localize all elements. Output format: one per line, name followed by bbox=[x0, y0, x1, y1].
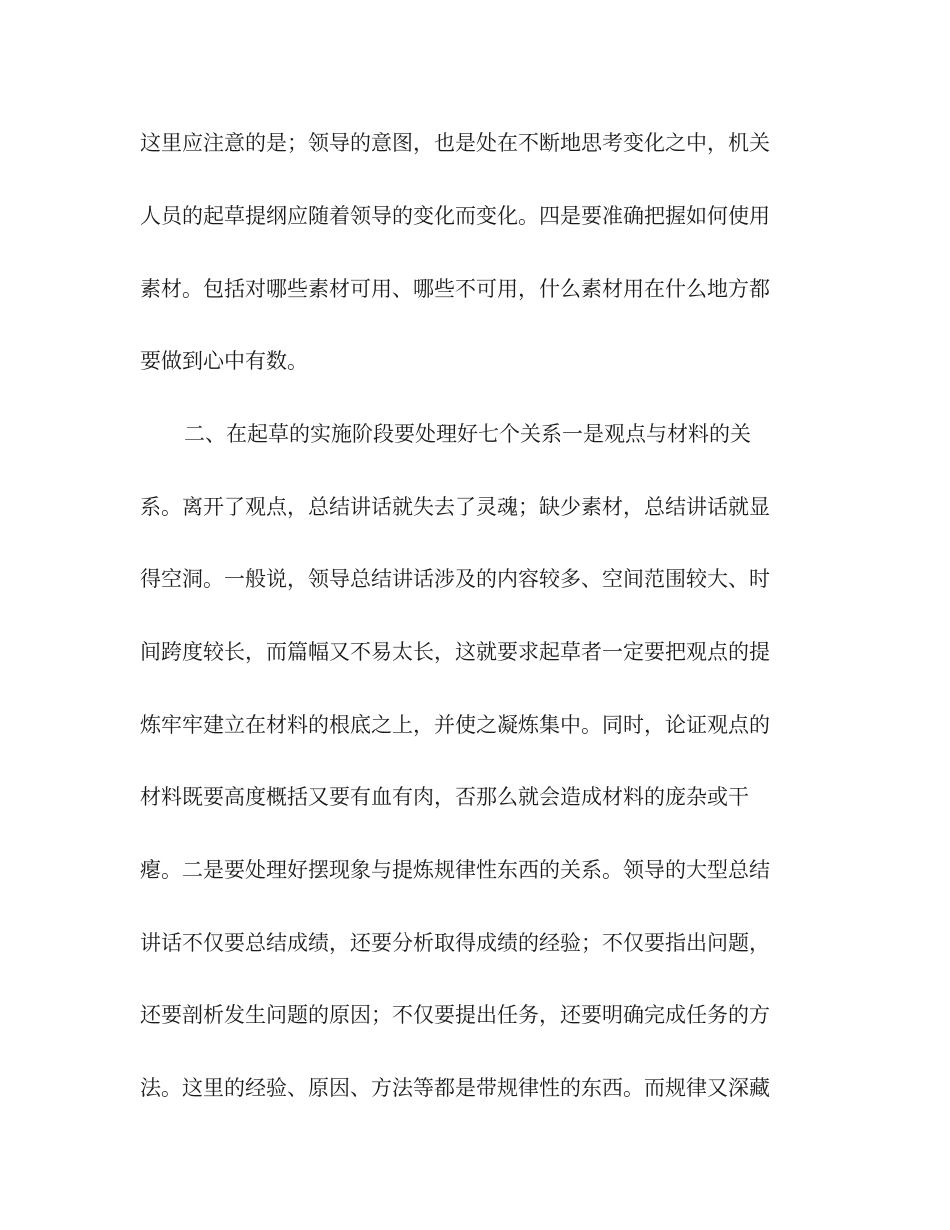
paragraph-start-line: 二、在起草的实施阶段要处理好七个关系一是观点与材料的关 bbox=[184, 422, 751, 446]
text-line: 讲话不仅要总结成绩，还要分析取得成绩的经验；不仅要指出问题， bbox=[140, 931, 770, 955]
text-line: 炼牢牢建立在材料的根底之上，并使之凝炼集中。同时，论证观点的 bbox=[140, 713, 770, 737]
text-line: 这里应注意的是；领导的意图，也是处在不断地思考变化之中，机关 bbox=[140, 131, 770, 155]
text-line: 间跨度较长，而篇幅又不易太长，这就要求起草者一定要把观点的提 bbox=[140, 640, 770, 664]
text-line: 人员的起草提纲应随着领导的变化而变化。四是要准确把握如何使用 bbox=[140, 204, 770, 228]
text-line: 系。离开了观点，总结讲话就失去了灵魂；缺少素材，总结讲话就显 bbox=[140, 495, 770, 519]
text-line: 得空洞。一般说，领导总结讲话涉及的内容较多、空间范围较大、时 bbox=[140, 567, 770, 591]
text-line: 材料既要高度概括又要有血有肉，否那么就会造成材料的庞杂或干 bbox=[140, 785, 749, 809]
text-line: 瘪。二是要处理好摆现象与提炼规律性东西的关系。领导的大型总结 bbox=[140, 858, 770, 882]
text-line: 还要剖析发生问题的原因；不仅要提出任务，还要明确完成任务的方 bbox=[140, 1003, 770, 1027]
text-line: 素材。包括对哪些素材可用、哪些不可用，什么素材用在什么地方都 bbox=[140, 277, 770, 301]
text-line: 要做到心中有数。 bbox=[140, 349, 308, 373]
text-line: 法。这里的经验、原因、方法等都是带规律性的东西。而规律又深藏 bbox=[140, 1076, 770, 1100]
